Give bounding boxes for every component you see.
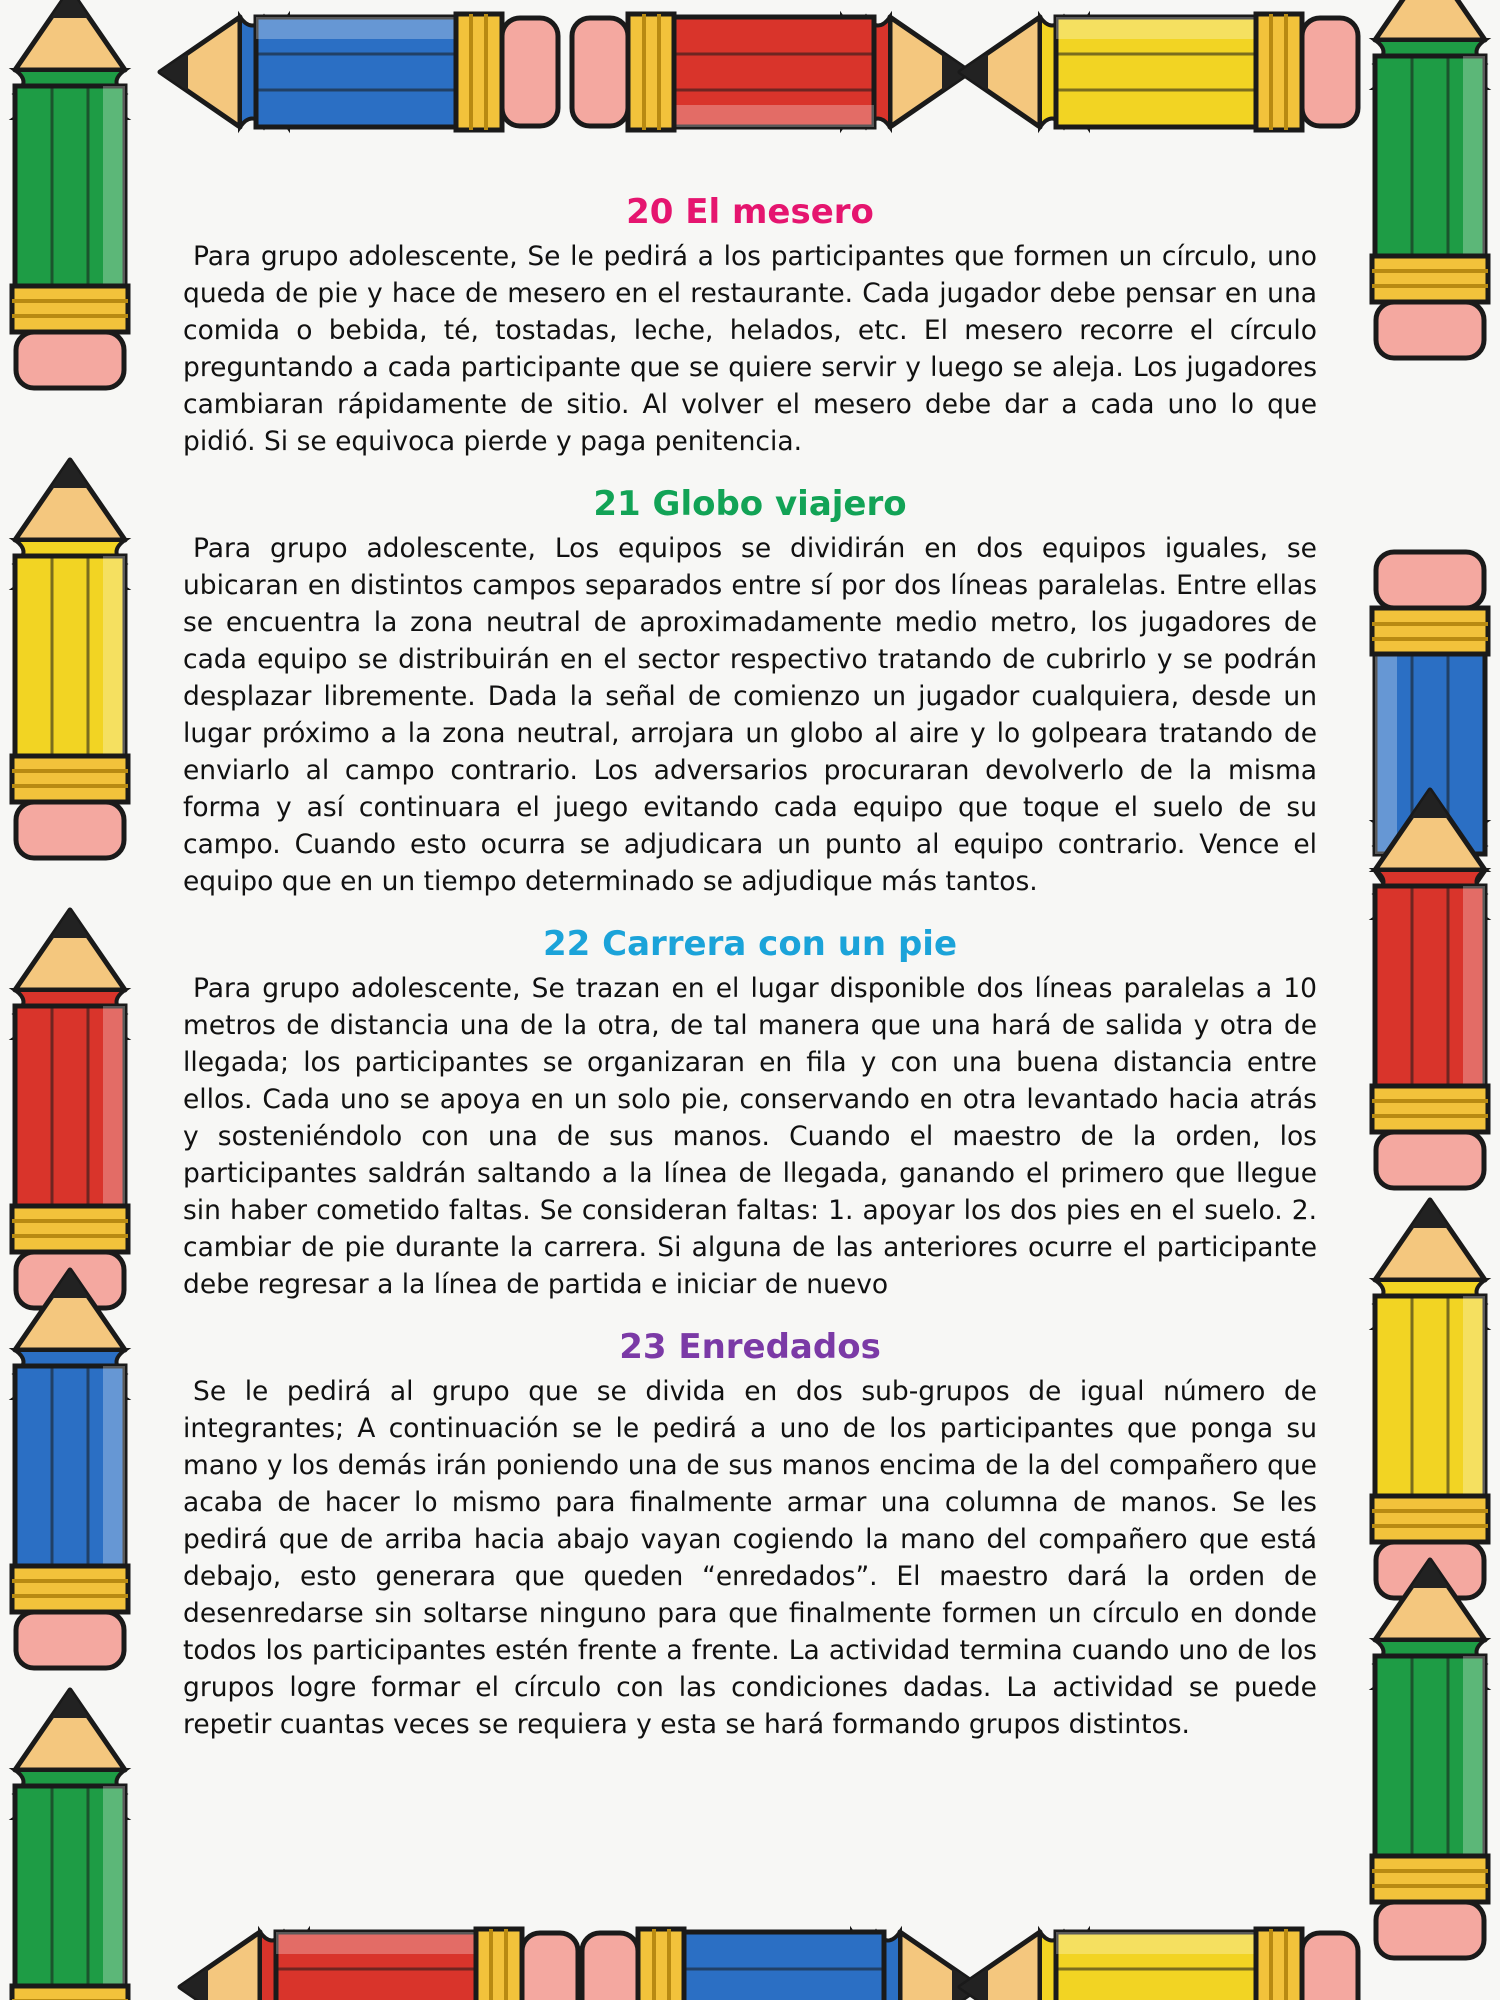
section-globo-viajero (183, 482, 1317, 900)
section-title: 22 Carrera con un pie (542, 924, 958, 964)
section-body: Para grupo adolescente, Los equipos se dividirán en dos equipos iguales, se ubicaran en distintos campos separados entre sí por dos líneas paralelas. Entre ellas se encuentra la zona neutral de aproximadamente medio metro, los jugadores de cada equipo se distribuirán en el sector respectivo tratando de cubrirlo y se podrán desplazar libremente. Dada la señal de comienzo un jugador cualquiera, desde un lugar próximo a la zona neutral, arrojara un globo al aire y lo golpeara tratando de enviarlo al campo contrario. Los adversarios procuraran devolverlo de la misma forma y así continuara el juego evitando cada equipo que toque el suelo de su campo. Cuando esto ocurra se adjudicara un punto al equipo contrario. Vence el equipo que en un tiempo determinado se adjudique más tantos. (183, 533, 1317, 897)
section-body: Para grupo adolescente, Se trazan en el lugar disponible dos líneas paralelas a 10 metros de distancia una de la otra, de tal manera que una hará de salida y otra de llegada; los participantes se organizaran en fila y con una buena distancia entre ellos. Cada uno se apoya en un solo pie, conservando en otra levantado hacia atrás y sosteniéndolo con una de sus manos. Cuando el maestro de la orden, los participantes saldrán saltando a la línea de llegada, ganando el primero que llegue sin haber cometido faltas. Se consideran faltas: 1. apoyar los dos pies en el suelo. 2. cambiar de pie durante la carrera. Si alguna de las anteriores ocurre el participante debe regresar a la línea de partida e iniciar de nuevo (183, 973, 1317, 1300)
section-enredados (183, 1325, 1317, 1743)
section-carrera-con-un-pie (183, 922, 1317, 1303)
section-body: Para grupo adolescente, Se le pedirá a los participantes que formen un círculo, uno queda de pie y hace de mesero en el restaurante. Cada jugador debe pensar en una comida o bebida, té, tostadas, leche, helados, etc. El mesero recorre el círculo preguntando a cada participante que se quiere servir y luego se aleja. Los jugadores cambiaran rápidamente de sitio. Al volver el mesero debe dar a cada uno lo que pidió. Si se equivoca pierde y paga penitencia. (183, 241, 1317, 457)
section-el-mesero (183, 190, 1317, 460)
document-content (183, 190, 1317, 1765)
section-title: 20 El mesero (626, 192, 874, 232)
section-title: 23 Enredados (619, 1327, 881, 1367)
section-body: Se le pedirá al grupo que se divida en dos sub-grupos de igual número de integrantes; A continuación se le pedirá a uno de los participantes que ponga su mano y los demás irán poniendo una de sus manos encima de la del compañero que acaba de hacer lo mismo para finalmente armar una columna de manos. Se les pedirá que de arriba hacia abajo vayan cogiendo la mano del compañero que está debajo, esto generara que queden “enredados”. El maestro dará la orden de desenredarse sin soltarse ninguno para que finalmente formen un círculo en donde todos los participantes estén frente a frente. La actividad termina cuando uno de los grupos logre formar el círculo con las condiciones dadas. La actividad se puede repetir cuantas veces se requiera y esta se hará formando grupos distintos. (183, 1376, 1317, 1740)
section-title: 21 Globo viajero (593, 484, 907, 524)
